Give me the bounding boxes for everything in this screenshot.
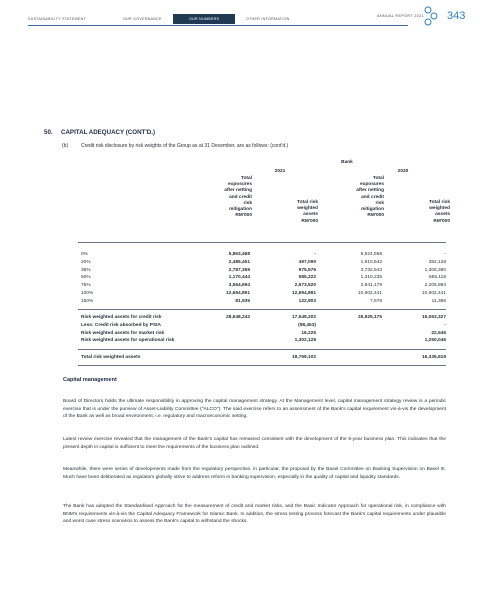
- table-row-cell: 2,205,884: [424, 283, 446, 289]
- table-row-cell: 10,502,441: [357, 291, 382, 296]
- table-row-cell: 3,732,543: [360, 267, 382, 273]
- subsection-text: Credit risk disclosure by risk weights of the Group as at 31 December, are as follows: (cont'd.): [81, 143, 289, 149]
- section-number: 50.: [44, 129, 53, 136]
- year-2021: 2021: [274, 169, 286, 174]
- section-title: CAPITAL ADEQUACY (CONT'D.): [61, 129, 156, 136]
- col-header-2021-rwa: Total risk weighted assets RM'000: [297, 200, 318, 224]
- nav-sustainability-statement[interactable]: SUSTAINABILITY STATEMENT: [28, 17, 87, 21]
- summary-row-cell: 26,929,175: [357, 315, 382, 320]
- table-row-cell: 2,673,520: [294, 283, 316, 289]
- table-row-label: 0%: [81, 252, 88, 257]
- table-row-cell: 5,863,468: [228, 252, 250, 257]
- table-row-label: 100%: [81, 291, 94, 296]
- annual-report-label: ANNUAL REPORT 2021: [377, 14, 424, 18]
- table-row-cell: 975,576: [298, 267, 316, 273]
- table-row-label: 20%: [81, 259, 91, 265]
- table-row-cell: 1,170,444: [228, 275, 250, 281]
- summary-row-label: Risk weighted assets for credit risk: [81, 315, 162, 320]
- table-row-cell: 11,366: [431, 298, 446, 304]
- total-row-cell: 18,769,102: [291, 355, 316, 360]
- summary-row-cell: 22,546: [431, 330, 446, 336]
- paragraph-1: Board of Directors holds the ultimate responsibility in approving the capital management strategy. At the Management level, capital management strategy review is a periodic exercise that is under the purview of Asset-Liability Committee ("ALCO"). The said exercise refers to an assessment of the Bank's capital requirement vis-à-vis the development of the Bank as well as broad environment, i.e. regulatory and macroeconomic setting.: [63, 399, 446, 420]
- header-rule: [78, 242, 446, 243]
- table-row-cell: 12,694,891: [225, 291, 250, 296]
- summary-row-cell: 1,302,128: [294, 338, 316, 344]
- table-row-cell: 81,935: [235, 298, 250, 304]
- total-row-cell: 16,335,919: [421, 355, 446, 360]
- table-row-cell: 2,787,359: [228, 267, 250, 273]
- table-row-cell: 497,090: [298, 259, 316, 265]
- table-row-cell: 382,128: [428, 259, 446, 265]
- subsection-label: (b): [62, 143, 69, 149]
- col-header-2020-rwa: Total risk weighted assets RM'000: [429, 200, 450, 224]
- table-row-label: 35%: [81, 267, 91, 273]
- table-row-cell: 3,564,694: [228, 283, 250, 289]
- paragraph-3: Meanwhile, there were series of developments made from the regulatory perspective, in particular, the proposal by the Basel Committee on Banking Supervision on Basel III. Much have been deliberated as regulators globally strive to address reform in banking supervision, especially in the quality of capital and liquidity standards.: [63, 467, 446, 480]
- summary-row-cell: (98,453): [298, 322, 316, 328]
- summary-row-cell: 16,225: [301, 330, 316, 336]
- col-header-2020-exposures: Total exposures after netting and credit risk mitigation RM'000: [356, 176, 384, 219]
- paragraph-2: Latest review exercise revealed that the management of the Bank's capital has remained consistent with the development of the 5-year business plan. This indicates that the present depth in capital is sufficient to meet the requirements of the business plan outlined.: [63, 437, 446, 450]
- table-row-cell: 1,306,390: [424, 267, 446, 273]
- col-header-2021-exposures: Total exposures after netting and credit risk mitigation RM'000: [224, 176, 252, 219]
- page-number: 343: [447, 10, 466, 22]
- table-row-cell: 2,485,451: [228, 259, 250, 265]
- total-bottom-rule: [78, 365, 446, 366]
- table-row-cell: 122,903: [298, 298, 316, 304]
- table-row-cell: -: [314, 252, 316, 257]
- table-row-cell: 585,222: [298, 275, 316, 281]
- nav-our-governance[interactable]: OUR GOVERNANCE: [123, 17, 162, 21]
- summary-row-cell: -: [444, 322, 446, 328]
- table-row-cell: 10,502,441: [421, 291, 446, 296]
- table-row-cell: 6,524,558: [360, 252, 382, 257]
- table-row-cell: 2,941,178: [360, 283, 382, 289]
- table-row-cell: -: [444, 252, 446, 257]
- table-row-label: 50%: [81, 275, 91, 281]
- bank-logo-icon: [420, 4, 442, 26]
- nav-divider: [28, 25, 408, 26]
- table-row-cell: 1,910,642: [360, 259, 382, 265]
- year-2020: 2020: [397, 169, 409, 174]
- table-row-cell: 7,578: [369, 298, 382, 304]
- summary-row-label: Less: Credit risk absorbed by PSIA: [81, 322, 161, 328]
- summary-row-cell: 28,648,242: [225, 315, 250, 320]
- table-row-cell: 1,310,235: [360, 275, 382, 281]
- table-row-cell: 655,118: [429, 275, 446, 281]
- table-row-label: 150%: [81, 298, 94, 304]
- summary-row-label: Risk weighted assets for operational risk: [81, 338, 175, 344]
- total-row-label: Total risk weighted assets: [81, 355, 141, 360]
- total-rule: [78, 349, 446, 350]
- summary-row-cell: 1,250,046: [424, 338, 446, 344]
- summary-row-cell: 17,549,202: [291, 315, 316, 320]
- nav-other-information[interactable]: OTHER INFORMATION: [246, 17, 290, 21]
- summary-row-label: Risk weighted assets for market risk: [81, 330, 165, 336]
- table-row-label: 75%: [81, 283, 91, 289]
- paragraph-4: The Bank has adopted the Standardised Approach for the measurement of credit and market risks, and the Basic Indicator Approach for operational risk, in compliance with BNM's requirements vis-à-vis the Capital Adequacy Framework for Islamic Bank. In addition, the stress testing process forecast the Bank's capital requirements under plausible and worst case stress scenarios to assess the Bank's capital to withstand the shocks.: [63, 504, 446, 525]
- summary-rule: [78, 309, 446, 310]
- summary-row-cell: 15,063,327: [421, 315, 446, 320]
- table-row-cell: 12,694,891: [291, 291, 316, 296]
- nav-our-numbers[interactable]: OUR NUMBERS: [173, 14, 235, 24]
- table-entity: Bank: [341, 160, 353, 165]
- capital-management-heading: Capital management: [63, 377, 117, 383]
